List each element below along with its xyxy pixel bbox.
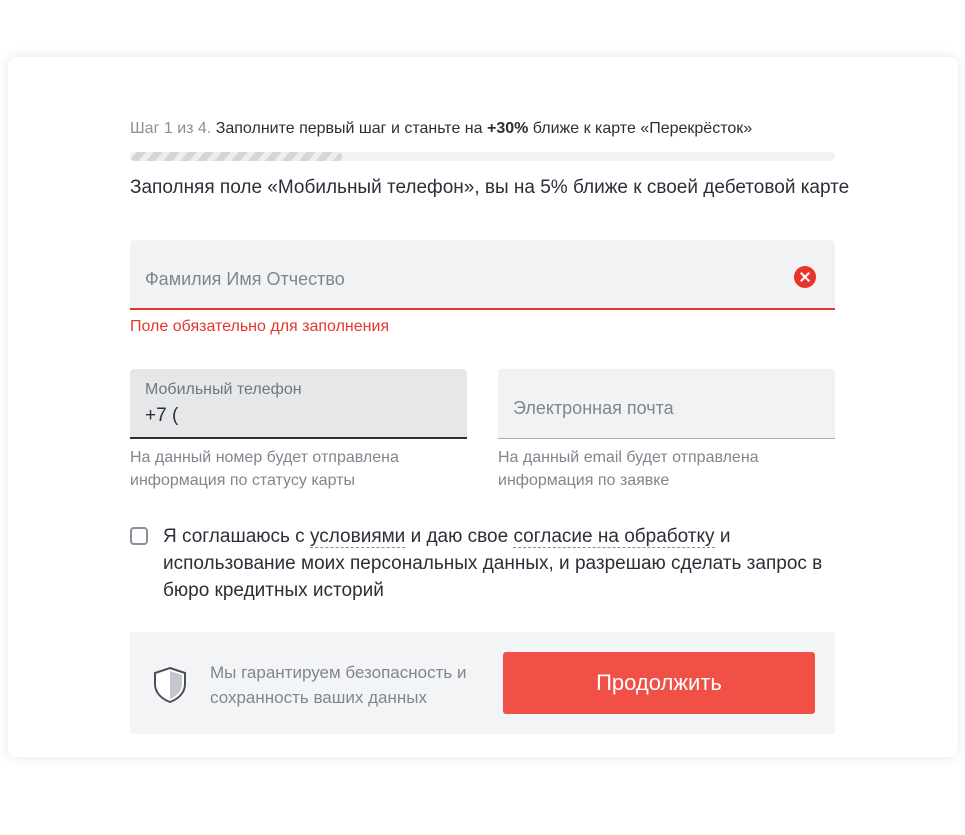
consent-text-part-1: Я соглашаюсь с bbox=[163, 526, 305, 547]
security-note: Мы гарантируем безопасность и сохранность ваших данных bbox=[210, 663, 467, 707]
application-form-card bbox=[8, 57, 958, 757]
terms-link[interactable]: условиями bbox=[309, 526, 406, 547]
email-help: На данный email будет отправлена информация по заявке bbox=[498, 449, 759, 489]
consent-text bbox=[163, 523, 823, 604]
step-percent: +30% bbox=[486, 120, 529, 137]
full-name-placeholder: Фамилия Имя Отчество bbox=[145, 269, 345, 289]
progress-hint: Заполняя поле «Мобильный телефон», вы на 5% ближе к своей дебетовой карте bbox=[130, 177, 850, 198]
mobile-phone-value[interactable]: +7 ( bbox=[145, 405, 179, 426]
mobile-phone-help: На данный номер будет отправлена информация по статусу карты bbox=[130, 449, 399, 489]
email-field[interactable] bbox=[498, 369, 835, 439]
progress-bar-fill bbox=[130, 152, 342, 161]
form-footer bbox=[130, 632, 835, 734]
email-placeholder: Электронная почта bbox=[513, 398, 674, 418]
full-name-field[interactable] bbox=[130, 240, 835, 310]
shield-icon bbox=[152, 666, 188, 704]
full-name-error: Поле обязательно для заполнения bbox=[130, 318, 390, 335]
mobile-phone-label: Мобильный телефон bbox=[145, 381, 302, 398]
continue-button[interactable]: Продолжить bbox=[503, 652, 815, 714]
step-number: Шаг 1 из 4. bbox=[130, 120, 212, 137]
step-indicator bbox=[130, 120, 752, 138]
step-description-end: ближе к карте «Перекрёсток» bbox=[532, 120, 753, 137]
progress-bar bbox=[130, 152, 835, 161]
mobile-phone-field[interactable] bbox=[130, 369, 467, 439]
data-processing-link[interactable]: согласие на обработку bbox=[513, 526, 715, 547]
clear-icon[interactable] bbox=[794, 266, 816, 288]
consent-text-part-3: и использование моих персональных данных, и разрешаю сделать запрос в бюро кредитных историй bbox=[163, 526, 823, 601]
consent-checkbox[interactable] bbox=[130, 527, 148, 545]
step-description-start: Заполните первый шаг и станьте на bbox=[215, 120, 483, 137]
consent-text-part-2: и даю свое bbox=[410, 526, 509, 547]
